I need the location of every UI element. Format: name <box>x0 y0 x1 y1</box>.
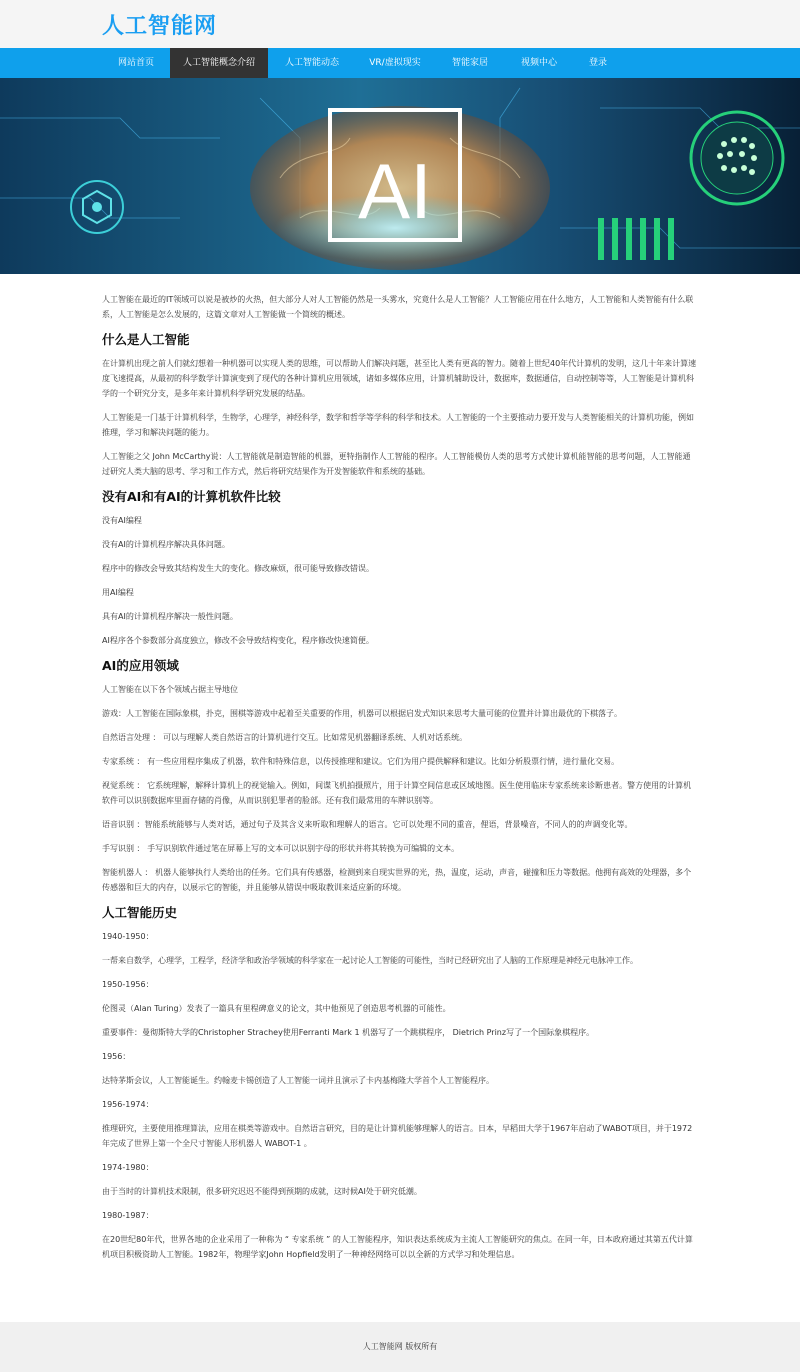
paragraph: 语音识别 ：智能系统能够与人类对话，通过句子及其含义来听取和理解人的语言。它可以处理不同的重音，俚语，背景噪音，不同人的的声调变化等。 <box>102 820 633 829</box>
paragraph: 智能机器人 ： 机器人能够执行人类给出的任务。它们具有传感器，检测到来自现实世界的光，热，温度，运动，声音，碰撞和压力等数据。他拥有高效的处理器，多个传感器和巨大的内存，以展示它的智能，并且能够从错误中吸取教训来适应新的环境。 <box>102 868 692 892</box>
ai-brain-illustration <box>0 78 800 274</box>
banner-ai-text: AI <box>358 147 432 235</box>
paragraph: 人工智能在以下各个领域占据主导地位 <box>102 685 238 694</box>
nav-item-ai-news[interactable]: 人工智能动态 <box>284 58 339 68</box>
paragraph: 手写识别 ： 手写识别软件通过笔在屏幕上写的文本可以识别字母的形状并将其转换为可编辑的文本。 <box>102 844 460 853</box>
paragraph: 伦图灵（Alan Turing）发表了一篇具有里程碑意义的论文，其中他预见了创造思考机器的可能性。 <box>102 1004 451 1013</box>
section-heading-applications: AI的应用领域 <box>102 658 179 673</box>
paragraph: 推理研究，主要使用推理算法，应用在棋类等游戏中。自然语言研究，目的是让计算机能够理解人的语言。日本，早稻田大学于1967年启动了WABOT项目，并于1972年完成了世界上第一个全尺寸智能人形机器人 WABOT-1 。 <box>102 1124 693 1148</box>
nav-item-video[interactable]: 视频中心 <box>520 58 557 68</box>
nav-item-home[interactable]: 网站首页 <box>117 58 154 68</box>
article <box>102 274 698 1262</box>
paragraph: 没有AI的计算机程序解决具体问题。 <box>102 540 230 549</box>
nav-item-ai-concept[interactable]: 人工智能概念介绍 <box>170 48 268 78</box>
article-intro: 人工智能在最近的IT领域可以说是被炒的火热，但大部分人对人工智能仍然是一头雾水，究竟什么是人工智能？人工智能应用在什么地方，人工智能和人类智能有什么联系，人工智能是怎么发展的，这篇文章对人工智能做一个简统的概述。 <box>102 295 694 319</box>
paragraph: 具有AI的计算机程序解决一般性问题。 <box>102 612 238 621</box>
paragraph: 1950-1956： <box>102 980 154 989</box>
hero-banner <box>0 78 800 274</box>
paragraph: 1940-1950： <box>102 932 154 941</box>
paragraph: 人工智能是一门基于计算机科学，生物学，心理学，神经科学，数学和哲学等学科的科学和技术。人工智能的一个主要推动力要开发与人类智能相关的计算机功能，例如推理，学习和解决问题的能力。 <box>102 413 694 437</box>
paragraph: AI程序各个参数部分高度独立，修改不会导致结构变化，程序修改快速简便。 <box>102 636 374 645</box>
paragraph: 自然语言处理 ： 可以与理解人类自然语言的计算机进行交互。比如常见机器翻译系统、人机对话系统。 <box>102 733 468 742</box>
main-nav <box>0 48 800 78</box>
paragraph: 由于当时的计算机技术限制，很多研究迟迟不能得到预期的成就，这时候AI处于研究低潮。 <box>102 1187 422 1196</box>
paragraph: 1956-1974： <box>102 1100 154 1109</box>
paragraph: 达特茅斯会议，人工智能诞生。约翰麦卡锡创造了人工智能一词并且演示了卡内基梅隆大学首个人工智能程序。 <box>102 1076 494 1085</box>
site-footer <box>0 1322 800 1372</box>
paragraph: 人工智能之父 John McCarthy说：人工智能就是制造智能的机器，更特指制作人工智能的程序。人工智能模仿人类的思考方式使计算机能智能的思考问题，人工智能通过研究人类大脑的思考、学习和工作方式，然后将研究结果作为开发智能软件和系统的基础。 <box>102 452 691 476</box>
section-heading-history: 人工智能历史 <box>102 905 178 920</box>
nav-item-smart-home[interactable]: 智能家居 <box>451 58 488 68</box>
paragraph: 一帮来自数学，心理学，工程学，经济学和政治学领域的科学家在一起讨论人工智能的可能性，当时已经研究出了人脑的工作原理是神经元电脉冲工作。 <box>102 956 638 965</box>
paragraph: 1956： <box>102 1052 131 1061</box>
section-heading-what-is-ai: 什么是人工智能 <box>102 332 190 347</box>
paragraph: 专家系统 ： 有一些应用程序集成了机器，软件和特殊信息，以传授推理和建议。它们为用户提供解释和建议。比如分析股票行情，进行量化交易。 <box>102 757 620 766</box>
paragraph: 程序中的修改会导致其结构发生大的变化。修改麻烦，很可能导致修改错误。 <box>102 564 374 573</box>
paragraph: 没有AI编程 <box>102 516 142 525</box>
paragraph: 视觉系统 ： 它系统理解，解释计算机上的视觉输入。例如，间谍飞机拍摄照片，用于计算空间信息或区域地图。医生使用临床专家系统来诊断患者。警方使用的计算机软件可以识别数据库里面存储的肖像，从而识别犯罪者的脸部。还有我们最常用的车牌识别等。 <box>102 781 692 805</box>
paragraph: 游戏：人工智能在国际象棋，扑克，围棋等游戏中起着至关重要的作用，机器可以根据启发式知识来思考大量可能的位置并计算出最优的下棋落子。 <box>102 709 622 718</box>
paragraph: 在计算机出现之前人们就幻想着一种机器可以实现人类的思维，可以帮助人们解决问题，甚至比人类有更高的智力。随着上世纪40年代计算机的发明，这几十年来计算速度飞速提高，从最初的科学数学计算演变到了现代的各种计算机应用领域，诸如多媒体应用，计算机辅助设计，数据库，数据通信，自动控制等等，人工智能是计算机科学的一个研究分支，是多年来计算机科学研究发展的结晶。 <box>102 359 697 398</box>
paragraph: 1974-1980： <box>102 1163 154 1172</box>
paragraph: 重要事件：曼彻斯特大学的Christopher Strachey使用Ferranti Mark 1 机器写了一个跳棋程序， Dietrich Prinz写了一个国际象棋程序。 <box>102 1028 595 1037</box>
paragraph: 1980-1987： <box>102 1211 154 1220</box>
paragraph: 在20世纪80年代，世界各地的企业采用了一种称为 “ 专家系统 ” 的人工智能程序，知识表达系统成为主流人工智能研究的焦点。在同一年，日本政府通过其第五代计算机项目积极资助人工智能。1982年，物理学家John Hopfield发明了一种神经网络可以以全新的方式学习和处理信息。 <box>102 1235 693 1259</box>
nav-item-vr[interactable]: VR/虚拟现实 <box>369 58 421 68</box>
site-logo[interactable]: 人工智能网 <box>102 14 218 39</box>
copyright-text: 人工智能网 版权所有 <box>362 1342 438 1351</box>
section-heading-software-comparison: 没有AI和有AI的计算机软件比较 <box>102 489 281 504</box>
paragraph: 用AI编程 <box>102 588 134 597</box>
site-header <box>0 0 800 48</box>
nav-item-login[interactable]: 登录 <box>588 58 607 68</box>
